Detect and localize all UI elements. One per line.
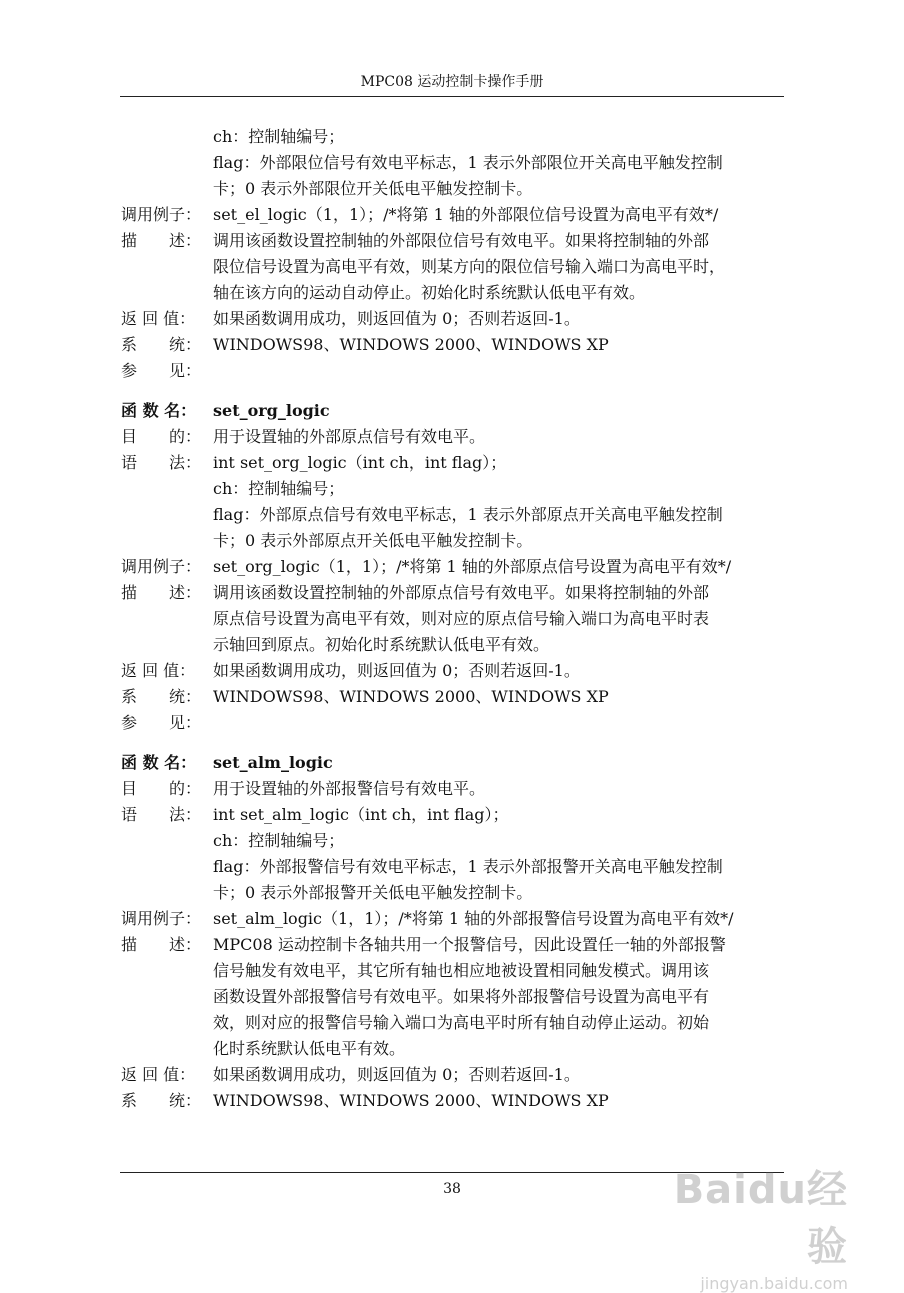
- description-label: 描 述：: [121, 935, 202, 954]
- watermark: [648, 1158, 848, 1293]
- description-line: 效，则对应的报警信号输入端口为高电平时所有轴自动停止运动。初始: [213, 1013, 710, 1032]
- return-value-label: 返 回 值：: [121, 1065, 196, 1084]
- param-flag-line-1: flag：外部报警信号有效电平标志，1 表示外部报警开关高电平触发控制: [213, 857, 723, 876]
- description-line: 化时系统默认低电平有效。: [213, 1039, 406, 1058]
- function-name-label: 函 数 名：: [121, 401, 197, 420]
- example-label: 调用例子：: [121, 909, 202, 928]
- return-value-row: [121, 658, 783, 684]
- example-label: 调用例子：: [121, 557, 202, 576]
- description-line: 原点信号设置为高电平有效，则对应的原点信号输入端口为高电平时表: [213, 609, 710, 628]
- watermark-logo: Baidu经验: [673, 1167, 848, 1270]
- purpose-label: 目 的：: [121, 779, 202, 798]
- example-code: set_alm_logic（1，1）；/*将第 1 轴的外部报警信号设置为高电平有效*/: [213, 909, 734, 928]
- description-row: [121, 580, 783, 606]
- purpose-row: [121, 424, 783, 450]
- purpose-label: 目 的：: [121, 427, 202, 446]
- param-ch: ch：控制轴编号；: [213, 479, 345, 498]
- syntax-row: [121, 802, 783, 828]
- return-value-text: 如果函数调用成功，则返回值为 0；否则若返回-1。: [213, 661, 580, 680]
- description-line: 示轴回到原点。初始化时系统默认低电平有效。: [213, 635, 550, 654]
- return-value-label: 返 回 值：: [121, 309, 196, 328]
- see-also-row: [121, 358, 783, 384]
- example-row: [121, 906, 783, 932]
- param-ch: ch：控制轴编号；: [213, 831, 345, 850]
- syntax-text: int set_alm_logic（int ch，int flag）；: [213, 805, 509, 824]
- description-row: [121, 932, 783, 958]
- see-also-label: 参 见：: [121, 713, 202, 732]
- param-flag-line-1: flag：外部原点信号有效电平标志，1 表示外部原点开关高电平触发控制: [213, 505, 723, 524]
- description-row: [121, 228, 783, 254]
- purpose-text: 用于设置轴的外部报警信号有效电平。: [213, 779, 486, 798]
- function-name-row: [121, 398, 783, 424]
- system-text: WINDOWS98、WINDOWS 2000、WINDOWS XP: [213, 687, 609, 706]
- description-line: 调用该函数设置控制轴的外部限位信号有效电平。如果将控制轴的外部: [213, 231, 710, 250]
- system-row: [121, 1088, 783, 1114]
- system-label: 系 统：: [121, 335, 202, 354]
- example-code: set_el_logic（1，1）；/*将第 1 轴的外部限位信号设置为高电平有效*/: [213, 205, 719, 224]
- example-row: [121, 202, 783, 228]
- function-name: set_alm_logic: [213, 753, 333, 772]
- description-line: 调用该函数设置控制轴的外部原点信号有效电平。如果将控制轴的外部: [213, 583, 710, 602]
- header-rule: [120, 96, 784, 97]
- description-line: MPC08 运动控制卡各轴共用一个报警信号，因此设置任一轴的外部报警: [213, 935, 726, 954]
- description-line: 函数设置外部报警信号有效电平。如果将外部报警信号设置为高电平有: [213, 987, 710, 1006]
- page-header-title: MPC08 运动控制卡操作手册: [360, 74, 544, 90]
- syntax-label: 语 法：: [121, 453, 202, 472]
- description-line: 限位信号设置为高电平有效，则某方向的限位信号输入端口为高电平时，: [213, 257, 726, 276]
- function-name-row: [121, 750, 783, 776]
- see-also-text: [213, 710, 783, 736]
- param-flag-line-2: 卡；0 表示外部原点开关低电平触发控制卡。: [213, 531, 533, 550]
- syntax-label: 语 法：: [121, 805, 202, 824]
- description-label: 描 述：: [121, 231, 202, 250]
- return-value-text: 如果函数调用成功，则返回值为 0；否则若返回-1。: [213, 309, 580, 328]
- system-row: [121, 684, 783, 710]
- example-label: 调用例子：: [121, 205, 202, 224]
- example-code: set_org_logic（1，1）；/*将第 1 轴的外部原点信号设置为高电平有效*/: [213, 557, 732, 576]
- return-value-row: [121, 1062, 783, 1088]
- system-label: 系 统：: [121, 687, 202, 706]
- see-also-row: [121, 710, 783, 736]
- system-text: WINDOWS98、WINDOWS 2000、WINDOWS XP: [213, 1091, 609, 1110]
- function-name: set_org_logic: [213, 401, 330, 420]
- description-line: 信号触发有效电平，其它所有轴也相应地被设置相同触发模式。调用该: [213, 961, 710, 980]
- example-row: [121, 554, 783, 580]
- param-flag-line-2: 卡；0 表示外部限位开关低电平触发控制卡。: [213, 179, 533, 198]
- system-row: [121, 332, 783, 358]
- param-flag-line-2: 卡；0 表示外部报警开关低电平触发控制卡。: [213, 883, 533, 902]
- return-value-row: [121, 306, 783, 332]
- param-ch: ch：控制轴编号；: [213, 127, 345, 146]
- watermark-url: jingyan.baidu.com: [700, 1274, 848, 1293]
- return-value-text: 如果函数调用成功，则返回值为 0；否则若返回-1。: [213, 1065, 580, 1084]
- purpose-row: [121, 776, 783, 802]
- syntax-text: int set_org_logic（int ch，int flag）；: [213, 453, 507, 472]
- purpose-text: 用于设置轴的外部原点信号有效电平。: [213, 427, 486, 446]
- return-value-label: 返 回 值：: [121, 661, 196, 680]
- see-also-text: [213, 358, 783, 384]
- system-text: WINDOWS98、WINDOWS 2000、WINDOWS XP: [213, 335, 609, 354]
- section-gap: [121, 384, 783, 398]
- see-also-label: 参 见：: [121, 361, 202, 380]
- page-number: 38: [443, 1181, 461, 1197]
- description-line: 轴在该方向的运动自动停止。初始化时系统默认低电平有效。: [213, 283, 646, 302]
- system-label: 系 统：: [121, 1091, 202, 1110]
- syntax-row: [121, 450, 783, 476]
- description-label: 描 述：: [121, 583, 202, 602]
- param-flag-line-1: flag：外部限位信号有效电平标志，1 表示外部限位开关高电平触发控制: [213, 153, 723, 172]
- function-name-label: 函 数 名：: [121, 753, 197, 772]
- section-gap: [121, 736, 783, 750]
- document-body: [121, 124, 783, 1114]
